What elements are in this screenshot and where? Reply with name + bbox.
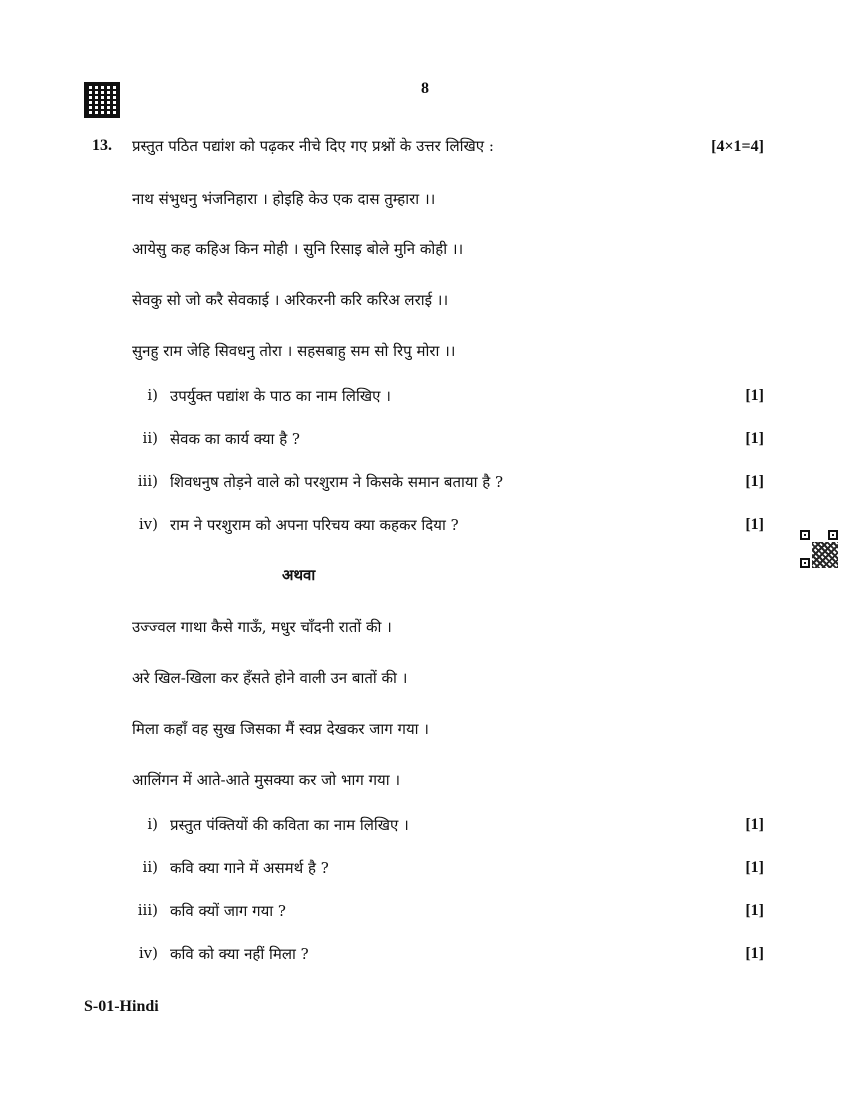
subquestion-label: iii) bbox=[137, 472, 158, 490]
subquestion-label: ii) bbox=[142, 429, 158, 447]
subquestion-marks: [1] bbox=[745, 430, 764, 447]
subquestion-marks: [1] bbox=[745, 387, 764, 404]
paper-code-footer: S-01-Hindi bbox=[84, 998, 159, 1015]
verse-line: अरे खिल-खिला कर हँसते होने वाली उन बातों की । bbox=[132, 669, 408, 687]
subquestion-marks: [1] bbox=[745, 859, 764, 876]
subquestion-label: i) bbox=[147, 815, 158, 833]
subquestion-label: iv) bbox=[138, 944, 158, 962]
subquestion-text: कवि को क्या नहीं मिला ? bbox=[170, 945, 309, 963]
or-heading: अथवा bbox=[282, 566, 316, 584]
verse-line: सुनहु राम जेहि सिवधनु तोरा । सहसबाहु सम सो रिपु मोरा ।। bbox=[132, 342, 456, 360]
page-number: 8 bbox=[421, 80, 429, 97]
question-instruction: प्रस्तुत पठित पद्यांश को पढ़कर नीचे दिए गए प्रश्नों के उत्तर लिखिए : bbox=[132, 137, 494, 155]
subquestion-text: सेवक का कार्य क्या है ? bbox=[170, 430, 300, 448]
subquestion-marks: [1] bbox=[745, 473, 764, 490]
subquestion-label: ii) bbox=[142, 858, 158, 876]
verse-line: मिला कहाँ वह सुख जिसका मैं स्वप्न देखकर जाग गया । bbox=[132, 720, 429, 738]
question-number: 13. bbox=[92, 137, 112, 154]
subquestion-marks: [1] bbox=[745, 816, 764, 833]
subquestion-text: कवि क्या गाने में असमर्थ है ? bbox=[170, 859, 329, 877]
subquestion-text: कवि क्यों जाग गया ? bbox=[170, 902, 286, 920]
subquestion-marks: [1] bbox=[745, 516, 764, 533]
subquestion-label: iv) bbox=[138, 515, 158, 533]
subquestion-marks: [1] bbox=[745, 902, 764, 919]
subquestion-label: iii) bbox=[137, 901, 158, 919]
verse-line: आयेसु कह कहिअ किन मोही । सुनि रिसाइ बोले मुनि कोही ।। bbox=[132, 240, 464, 258]
subquestion-marks: [1] bbox=[745, 945, 764, 962]
qr-code-icon bbox=[800, 530, 838, 568]
subquestion-label: i) bbox=[147, 386, 158, 404]
question-marks: [4×1=4] bbox=[711, 138, 764, 155]
subquestion-text: प्रस्तुत पंक्तियों की कविता का नाम लिखिए । bbox=[170, 816, 409, 834]
verse-line: आलिंगन में आते-आते मुसक्या कर जो भाग गया । bbox=[132, 771, 401, 789]
verse-line: सेवकु सो जो करै सेवकाई । अरिकरनी करि करिअ लराई ।। bbox=[132, 291, 449, 309]
subquestion-text: शिवधनुष तोड़ने वाले को परशुराम ने किसके समान बताया है ? bbox=[170, 473, 504, 491]
verse-line: नाथ संभुधनु भंजनिहारा । होइहि केउ एक दास तुम्हारा ।। bbox=[132, 190, 436, 208]
subquestion-text: राम ने परशुराम को अपना परिचय क्या कहकर दिया ? bbox=[170, 516, 459, 534]
verse-line: उज्ज्वल गाथा कैसे गाऊँ, मधुर चाँदनी रातों की । bbox=[132, 618, 392, 636]
subquestion-text: उपर्युक्त पद्यांश के पाठ का नाम लिखिए । bbox=[170, 387, 391, 405]
